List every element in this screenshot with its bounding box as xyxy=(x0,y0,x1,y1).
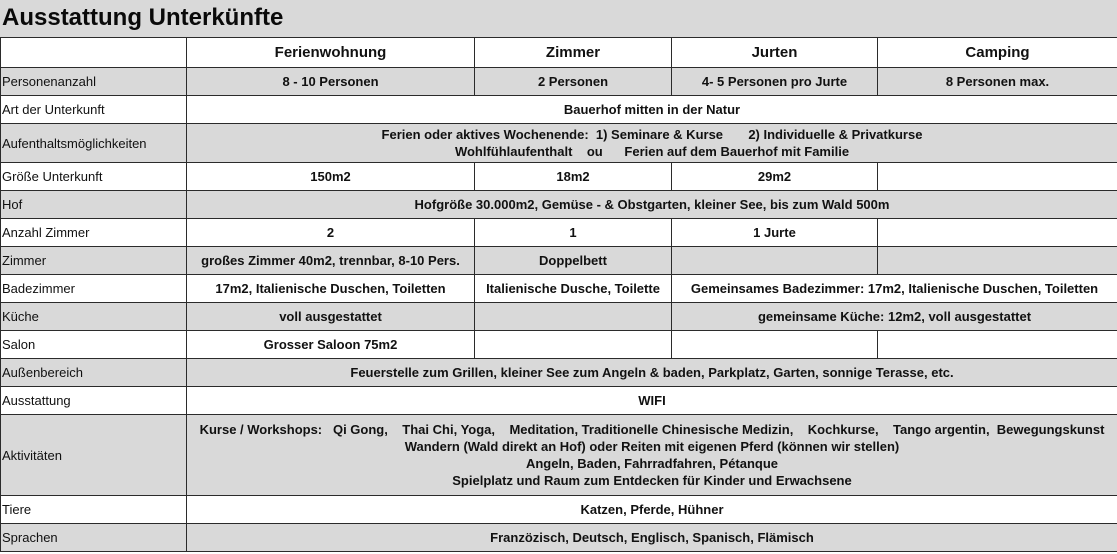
column-header-camping: Camping xyxy=(878,38,1117,68)
table-row-kueche xyxy=(1,303,1117,331)
table-row-sprachen xyxy=(1,524,1117,552)
table-cell xyxy=(878,163,1117,191)
table-cell xyxy=(878,331,1117,359)
table-cell: 1 Jurte xyxy=(672,219,878,247)
table-cell: Franzözisch, Deutsch, Englisch, Spanisch, Flämisch xyxy=(187,524,1117,552)
table-cell: Feuerstelle zum Grillen, kleiner See zum Angeln & baden, Parkplatz, Garten, sonnige Terasse, etc. xyxy=(187,359,1117,387)
table-cell xyxy=(187,415,1117,496)
table-cell: Katzen, Pferde, Hühner xyxy=(187,496,1117,524)
row-label: Aktivitäten xyxy=(1,415,187,496)
row-label: Sprachen xyxy=(1,524,187,552)
table-cell xyxy=(672,247,878,275)
row-label: Außenbereich xyxy=(1,359,187,387)
row-label: Hof xyxy=(1,191,187,219)
table-row-zimmer xyxy=(1,247,1117,275)
text-line: Angeln, Baden, Fahrradfahren, Pétanque xyxy=(525,456,779,471)
table-row-personenanzahl xyxy=(1,68,1117,96)
page-title: Ausstattung Unterkünfte xyxy=(0,0,1117,37)
table-cell: Grosser Saloon 75m2 xyxy=(187,331,475,359)
row-label: Badezimmer xyxy=(1,275,187,303)
table-cell: großes Zimmer 40m2, trennbar, 8-10 Pers. xyxy=(187,247,475,275)
row-label: Personenanzahl xyxy=(1,68,187,96)
table-cell: Doppelbett xyxy=(475,247,672,275)
table-row-aussenbereich xyxy=(1,359,1117,387)
table-row-tiere xyxy=(1,496,1117,524)
table-cell: voll ausgestattet xyxy=(187,303,475,331)
row-label: Tiere xyxy=(1,496,187,524)
table-cell: gemeinsame Küche: 12m2, voll ausgestattet xyxy=(672,303,1117,331)
table-row-anzahl-zimmer xyxy=(1,219,1117,247)
text-line: Wandern (Wald direkt an Hof) oder Reiten mit eigenen Pferd (können wir stellen) xyxy=(404,439,900,454)
header-empty-cell xyxy=(1,38,187,68)
table-cell xyxy=(475,303,672,331)
column-header-zimmer: Zimmer xyxy=(475,38,672,68)
table-cell: 1 xyxy=(475,219,672,247)
table-cell: Bauerhof mitten in der Natur xyxy=(187,96,1117,124)
table-cell: WIFI xyxy=(187,387,1117,415)
row-label: Art der Unterkunft xyxy=(1,96,187,124)
table-row-ausstattung xyxy=(1,387,1117,415)
table-row-hof xyxy=(1,191,1117,219)
table-cell: 4- 5 Personen pro Jurte xyxy=(672,68,878,96)
row-label: Aufenthaltsmöglichkeiten xyxy=(1,124,187,163)
table-cell: Hofgröße 30.000m2, Gemüse - & Obstgarten, kleiner See, bis zum Wald 500m xyxy=(187,191,1117,219)
table-cell: 18m2 xyxy=(475,163,672,191)
table-row-salon xyxy=(1,331,1117,359)
row-label: Zimmer xyxy=(1,247,187,275)
table-row-art-der-unterkunft xyxy=(1,96,1117,124)
text-line: Kurse / Workshops: Qi Gong, Thai Chi, Yoga, Meditation, Traditionelle Chinesische Medizin, Kochkurse, Tango argentin, Bewegungskunst xyxy=(199,422,1105,437)
table-row-groesse-unterkunft xyxy=(1,163,1117,191)
row-label: Salon xyxy=(1,331,187,359)
column-header-ferienwohnung: Ferienwohnung xyxy=(187,38,475,68)
row-label: Größe Unterkunft xyxy=(1,163,187,191)
text-line: Wohlfühlaufenthalt ou Ferien auf dem Bauerhof mit Familie xyxy=(454,144,850,159)
table-cell xyxy=(878,247,1117,275)
table-cell: Gemeinsames Badezimmer: 17m2, Italienische Duschen, Toiletten xyxy=(672,275,1117,303)
row-label: Ausstattung xyxy=(1,387,187,415)
row-label: Küche xyxy=(1,303,187,331)
text-line: Ferien oder aktives Wochenende: 1) Seminare & Kurse 2) Individuelle & Privatkurse xyxy=(381,127,923,142)
table-cell xyxy=(878,219,1117,247)
table-row-aufenthaltsmoeglichkeiten xyxy=(1,124,1117,163)
table-cell xyxy=(672,331,878,359)
table-cell: Italienische Dusche, Toilette xyxy=(475,275,672,303)
table-cell: 2 Personen xyxy=(475,68,672,96)
table-cell xyxy=(475,331,672,359)
table-cell: 150m2 xyxy=(187,163,475,191)
table-cell: 8 - 10 Personen xyxy=(187,68,475,96)
text-line: Spielplatz und Raum zum Entdecken für Kinder und Erwachsene xyxy=(452,473,852,488)
amenities-table xyxy=(0,37,1117,552)
table-cell: 17m2, Italienische Duschen, Toiletten xyxy=(187,275,475,303)
table-cell xyxy=(187,124,1117,163)
column-header-jurten: Jurten xyxy=(672,38,878,68)
row-label: Anzahl Zimmer xyxy=(1,219,187,247)
table-row-aktivitaeten xyxy=(1,415,1117,496)
table-cell: 29m2 xyxy=(672,163,878,191)
table-row-badezimmer xyxy=(1,275,1117,303)
table-cell: 8 Personen max. xyxy=(878,68,1117,96)
header-row xyxy=(1,38,1117,68)
table-cell: 2 xyxy=(187,219,475,247)
